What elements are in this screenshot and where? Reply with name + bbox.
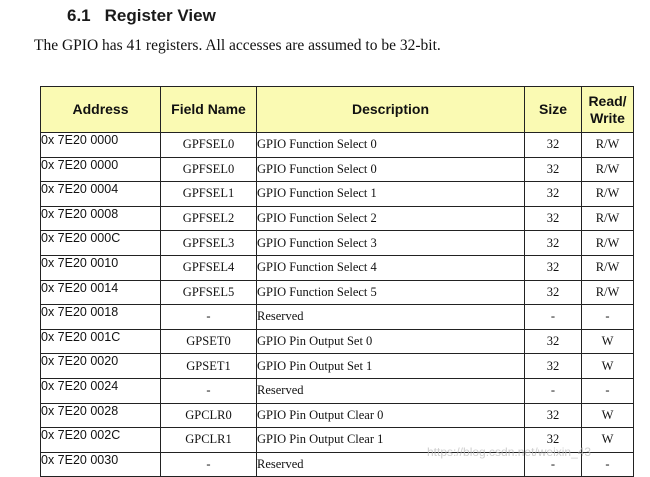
intro-paragraph: The GPIO has 41 registers. All accesses are assumed to be 32-bit. xyxy=(34,37,441,54)
table-row xyxy=(41,403,634,428)
cell-address: 0x 7E20 0020 xyxy=(41,354,161,379)
table-row xyxy=(41,157,634,182)
header-address: Address xyxy=(41,87,161,133)
section-title: Register View xyxy=(104,6,216,25)
table-row xyxy=(41,133,634,158)
cell-read-write: W xyxy=(582,329,634,354)
cell-address: 0x 7E20 0024 xyxy=(41,378,161,403)
cell-address: 0x 7E20 0028 xyxy=(41,403,161,428)
watermark: https://blog.csdn.net/weixin_43 xyxy=(427,445,592,459)
cell-address: 0x 7E20 002C xyxy=(41,428,161,453)
cell-address: 0x 7E20 001C xyxy=(41,329,161,354)
register-table xyxy=(40,86,634,477)
cell-field-name: GPFSEL5 xyxy=(161,280,257,305)
cell-read-write: R/W xyxy=(582,255,634,280)
table-row xyxy=(41,329,634,354)
cell-size: 32 xyxy=(525,231,582,256)
cell-size: 32 xyxy=(525,280,582,305)
cell-address: 0x 7E20 0000 xyxy=(41,133,161,158)
cell-field-name: GPCLR0 xyxy=(161,403,257,428)
cell-description: GPIO Function Select 0 xyxy=(257,133,525,158)
cell-size: - xyxy=(525,305,582,330)
section-heading xyxy=(67,5,216,27)
cell-description: GPIO Function Select 5 xyxy=(257,280,525,305)
cell-field-name: GPSET0 xyxy=(161,329,257,354)
cell-read-write: R/W xyxy=(582,133,634,158)
table-row xyxy=(41,378,634,403)
cell-read-write: - xyxy=(582,305,634,330)
header-read-write-line2: Write xyxy=(590,109,625,126)
cell-read-write: W xyxy=(582,354,634,379)
cell-read-write: R/W xyxy=(582,182,634,207)
cell-size: 32 xyxy=(525,182,582,207)
cell-description: GPIO Pin Output Clear 0 xyxy=(257,403,525,428)
cell-description: Reserved xyxy=(257,378,525,403)
cell-size: 32 xyxy=(525,255,582,280)
header-description: Description xyxy=(257,87,525,133)
header-read-write-line1: Read/ xyxy=(588,92,627,109)
cell-description: GPIO Function Select 1 xyxy=(257,182,525,207)
cell-read-write: R/W xyxy=(582,231,634,256)
register-table-body xyxy=(41,133,634,477)
table-row xyxy=(41,182,634,207)
table-row xyxy=(41,231,634,256)
table-row xyxy=(41,452,634,477)
table-row xyxy=(41,354,634,379)
cell-field-name: - xyxy=(161,305,257,330)
cell-field-name: GPFSEL4 xyxy=(161,255,257,280)
cell-description: GPIO Function Select 3 xyxy=(257,231,525,256)
cell-address: 0x 7E20 000C xyxy=(41,231,161,256)
table-row xyxy=(41,305,634,330)
cell-address: 0x 7E20 0010 xyxy=(41,255,161,280)
cell-field-name: GPCLR1 xyxy=(161,428,257,453)
cell-size: 32 xyxy=(525,428,582,453)
cell-read-write: R/W xyxy=(582,206,634,231)
cell-size: 32 xyxy=(525,329,582,354)
cell-address: 0x 7E20 0008 xyxy=(41,206,161,231)
cell-size: 32 xyxy=(525,354,582,379)
cell-read-write: R/W xyxy=(582,157,634,182)
cell-field-name: GPFSEL0 xyxy=(161,133,257,158)
cell-field-name: GPFSEL0 xyxy=(161,157,257,182)
table-row xyxy=(41,255,634,280)
cell-read-write: R/W xyxy=(582,280,634,305)
cell-description: GPIO Pin Output Set 1 xyxy=(257,354,525,379)
cell-field-name: GPFSEL2 xyxy=(161,206,257,231)
cell-field-name: GPFSEL1 xyxy=(161,182,257,207)
cell-description: GPIO Pin Output Clear 1 xyxy=(257,428,525,453)
cell-field-name: GPSET1 xyxy=(161,354,257,379)
cell-description: Reserved xyxy=(257,305,525,330)
cell-address: 0x 7E20 0014 xyxy=(41,280,161,305)
cell-address: 0x 7E20 0004 xyxy=(41,182,161,207)
table-row xyxy=(41,280,634,305)
cell-read-write: W xyxy=(582,403,634,428)
cell-field-name: GPFSEL3 xyxy=(161,231,257,256)
cell-description: GPIO Function Select 0 xyxy=(257,157,525,182)
cell-description: GPIO Pin Output Set 0 xyxy=(257,329,525,354)
section-number: 6.1 xyxy=(67,6,91,25)
cell-read-write: - xyxy=(582,452,634,477)
cell-description: GPIO Function Select 2 xyxy=(257,206,525,231)
cell-description: GPIO Function Select 4 xyxy=(257,255,525,280)
cell-size: 32 xyxy=(525,403,582,428)
cell-field-name: - xyxy=(161,378,257,403)
header-size: Size xyxy=(525,87,582,133)
cell-size: - xyxy=(525,378,582,403)
cell-address: 0x 7E20 0000 xyxy=(41,157,161,182)
cell-size: - xyxy=(525,452,582,477)
cell-size: 32 xyxy=(525,133,582,158)
header-read-write xyxy=(582,87,634,133)
cell-read-write: W xyxy=(582,428,634,453)
table-row xyxy=(41,428,634,453)
cell-address: 0x 7E20 0018 xyxy=(41,305,161,330)
cell-read-write: - xyxy=(582,378,634,403)
cell-size: 32 xyxy=(525,157,582,182)
cell-size: 32 xyxy=(525,206,582,231)
cell-field-name: - xyxy=(161,452,257,477)
cell-address: 0x 7E20 0030 xyxy=(41,452,161,477)
table-row xyxy=(41,206,634,231)
header-field-name: Field Name xyxy=(161,87,257,133)
table-header-row xyxy=(41,87,634,133)
cell-description: Reserved xyxy=(257,452,525,477)
